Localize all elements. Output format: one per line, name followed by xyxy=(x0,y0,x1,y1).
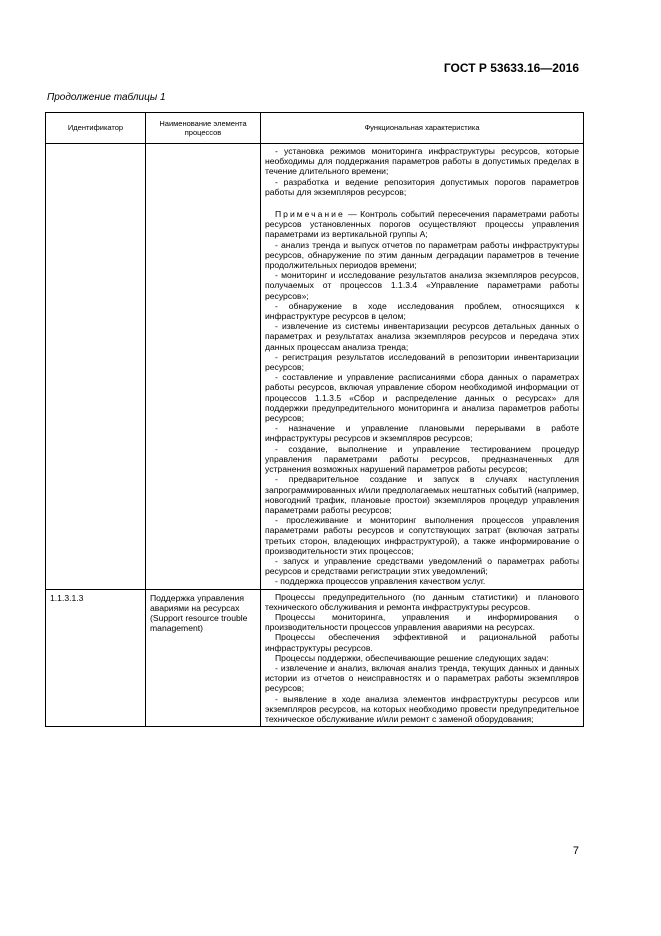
list-item: - мониторинг и исследование результатов анализа экземпляров ресурсов, получаемых от процессов 1.1.3.4 «Управление параметрами работы ресурсов»; xyxy=(265,270,579,301)
list-item: - обнаружение в ходе исследования проблем, относящихся к инфраструктуре ресурсов в целом; xyxy=(265,300,579,322)
row-description xyxy=(261,144,584,590)
row-identifier: 1.1.3.1.3 xyxy=(46,589,146,727)
row-name xyxy=(146,144,261,590)
note xyxy=(265,209,579,240)
paragraph: Процессы поддержки, обеспечивающие решение следующих задач: xyxy=(275,652,549,663)
standard-number: ГОСТ Р 53633.16—2016 xyxy=(443,61,579,75)
row-name: Поддержка управления авариями на ресурсах (Support resource trouble management) xyxy=(146,589,261,727)
list-item: - предварительное создание и запуск в случаях наступления запрограммированных и/или предполагаемых нештатных событий (например, новогодний трафик, плановые простои) экземпляров процедур управления параметрами работы ресурсов; xyxy=(265,474,580,515)
paragraph: Процессы предупредительного (по данным статистики) и планового технического обслуживания и ремонта инфраструктуры ресурсов. xyxy=(265,591,579,612)
paragraph: Процессы мониторинга, управления и информирования о производительности процессов управления авариями на ресурсах. xyxy=(265,611,579,633)
table-row xyxy=(46,144,584,590)
list-item: - установка режимов мониторинга инфраструктуры ресурсов, которые необходимы для поддержания параметров работы в допустимых пределах в течение длительного времени; xyxy=(265,146,579,177)
page-number: 7 xyxy=(572,845,579,857)
row-identifier xyxy=(46,144,146,590)
list-item: - разработка и ведение репозитория допустимых порогов параметров работы для экземпляров ресурсов; xyxy=(265,176,579,197)
list-item: - выявление в ходе анализа элементов инфраструктуры ресурсов или экземпляров ресурсов, на которых необходимо провести предупредительное техническое обслуживание и/или ремонт с заменой оборудования; xyxy=(265,693,579,724)
list-item: - создание, выполнение и управление тестированием процедур управления параметрами работы ресурсов, предназначенных для устранения возможных нарушений параметров работы ресурсов; xyxy=(265,443,579,475)
table-row xyxy=(46,589,584,727)
column-header-identifier: Идентификатор xyxy=(46,113,146,144)
list-item: - извлечение и анализ, включая анализ тренда, текущих данных и данных истории из отчетов о неисправностях и о параметрах работы экземпляров ресурсов; xyxy=(265,662,579,694)
column-header-name: Наименование элемента процессов xyxy=(146,113,261,144)
column-header-description: Функциональная характеристика xyxy=(261,113,584,144)
list-item: - составление и управление расписаниями сбора данных о параметрах работы ресурсов, включая управление сбором необходимой информации от процессов 1.1.3.5 «Сбор и распределение данных о ресурсах» для поддержки предупредительного мониторинга и анализа параметров работы ресурсов; xyxy=(265,372,579,424)
list-item: - прослеживание и мониторинг выполнения процессов управления параметрами работы ресурсов и сопутствующих затрат (включая затраты третьих сторон, владеющих инфраструктурой), а также информирование о производительности этих процессов; xyxy=(265,515,579,556)
paragraph: Процессы обеспечения эффективной и рациональной работы инфраструктуры ресурсов. xyxy=(265,632,579,653)
table-header-row xyxy=(46,113,584,144)
note-text: — Контроль событий пересечения параметрами работы ресурсов установленных порогов осуществляют процессы управления параметрами из вертикальной группы А; xyxy=(265,209,579,240)
data-table xyxy=(45,112,584,727)
list-item: - регистрация результатов исследований в репозитории инвентаризации ресурсов; xyxy=(265,351,579,373)
list-item: - поддержка процессов управления качеством услуг. xyxy=(275,576,486,587)
note-label: Примечание xyxy=(275,209,345,220)
list-item: - назначение и управление плановыми перерывами в работе инфраструктуры ресурсов и экземпляров ресурсов; xyxy=(265,423,579,444)
list-item: - анализ тренда и выпуск отчетов по параметрам работы инфраструктуры ресурсов, обнаружение по этим данным деградации параметров в течение продолжительных периодов времени; xyxy=(265,239,579,271)
row-description xyxy=(261,589,584,727)
list-item: - запуск и управление средствами уведомлений о параметрах работы ресурсов и средствами регистрации этих уведомлений; xyxy=(265,555,579,577)
list-item: - извлечение из системы инвентаризации ресурсов детальных данных о параметрах и результатах анализа экземпляров ресурсов и передача этих данных процессам анализа тренда; xyxy=(265,321,579,352)
table-caption: Продолжение таблицы 1 xyxy=(47,92,166,103)
